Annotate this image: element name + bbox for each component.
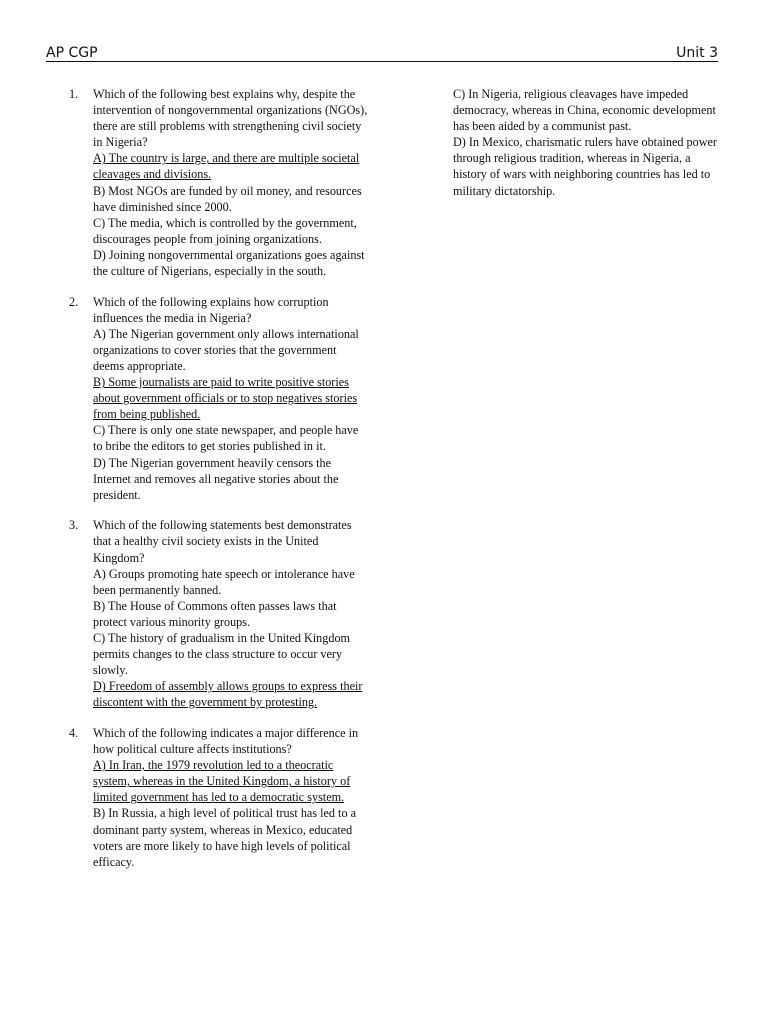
- question-number: 1.: [69, 87, 79, 101]
- answer-choice-c: C) The media, which is controlled by the government, discourages people from joining organizations.: [93, 215, 357, 246]
- answer-choice-d: D) Freedom of assembly allows groups to express their discontent with the government by protesting.: [93, 679, 363, 710]
- answer-choice-c: C) There is only one state newspaper, and people have to bribe the editors to get stories published in it.: [93, 423, 359, 454]
- left-column: [69, 86, 369, 884]
- answer-choice-a: A) In Iran, the 1979 revolution led to a theocratic system, whereas in the United Kingdom, a history of limited government has led to a democratic system.: [93, 758, 351, 805]
- question-4-continued: [453, 86, 723, 199]
- answer-choice-a: A) The country is large, and there are multiple societal cleavages and divisions.: [93, 151, 360, 182]
- page-header: [46, 43, 718, 62]
- unit-label: Unit 3: [676, 45, 718, 61]
- question-stem: Which of the following explains how corruption influences the media in Nigeria?: [93, 294, 329, 325]
- question-2: [69, 294, 369, 503]
- right-column: [453, 86, 723, 213]
- question-number: 2.: [69, 294, 79, 309]
- question-3: [69, 517, 369, 710]
- question-number: 4.: [69, 725, 79, 740]
- answer-choice-a: A) Groups promoting hate speech or intolerance have been permanently banned.: [93, 566, 355, 597]
- course-title: AP CGP: [46, 45, 98, 61]
- question-number: 3.: [69, 518, 79, 533]
- answer-choice-b: B) In Russia, a high level of political trust has led to a dominant party system, whereas in Mexico, educated voters are more likely to have high levels of political efficacy.: [93, 806, 356, 869]
- answer-choice-b: B) Most NGOs are funded by oil money, and resources have diminished since 2000.: [93, 183, 362, 214]
- answer-choice-b: B) Some journalists are paid to write positive stories about government officials or to stop negatives stories from being published.: [93, 375, 358, 422]
- answer-choice-a: A) The Nigerian government only allows international organizations to cover stories that the government deems appropriate.: [93, 326, 359, 373]
- question-1: [69, 86, 369, 279]
- question-stem: Which of the following statements best demonstrates that a healthy civil society exists in the United Kingdom?: [93, 518, 352, 565]
- question-4: [69, 725, 369, 870]
- answer-choice-d: D) In Mexico, charismatic rulers have obtained power through religious tradition, whereas in Nigeria, a history of wars with neighboring countries has led to military dictatorship.: [453, 135, 717, 198]
- answer-choice-d: D) The Nigerian government heavily censors the Internet and removes all negative stories about the president.: [93, 455, 339, 502]
- answer-choice-c: C) The history of gradualism in the United Kingdom permits changes to the class structure to occur very slowly.: [93, 631, 351, 678]
- answer-choice-b: B) The House of Commons often passes laws that protect various minority groups.: [93, 598, 337, 629]
- question-stem: Which of the following indicates a major difference in how political culture affects institutions?: [93, 725, 359, 757]
- answer-choice-d: D) Joining nongovernmental organizations goes against the culture of Nigerians, especially in the south.: [93, 247, 365, 279]
- question-stem: Which of the following best explains why, despite the intervention of nongovernmental organizations (NGOs), there are still problems with strengthening civil society in Nigeria?: [93, 87, 368, 150]
- answer-choice-c: C) In Nigeria, religious cleavages have impeded democracy, whereas in China, economic development has been aided by a communist past.: [453, 87, 716, 134]
